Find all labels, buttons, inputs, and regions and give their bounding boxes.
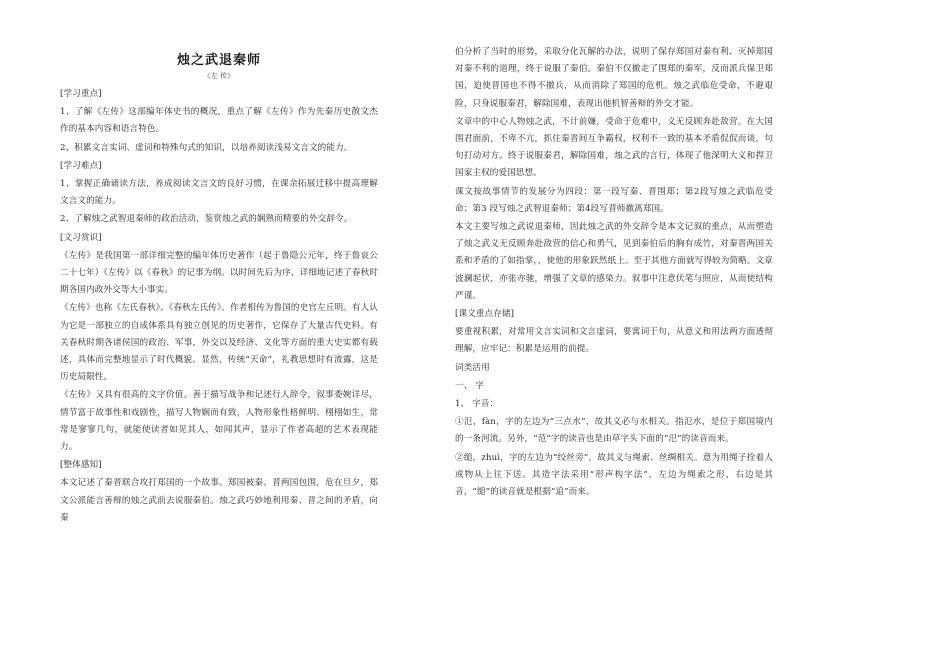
left-column-body	[60, 86, 378, 527]
section-heading: 一、 字	[455, 380, 484, 391]
paragraph: 文章中的中心人物烛之武，不计前嫌，受命于危难中，义无反顾奔赴敌营。在大国围君面前，不卑不亢，抓住秦晋间互争霸权，权利不一致的基本矛盾侃侃而谈，句句打动对方。终于说服秦君，解除国难，烛之武的言行，体现了他深明大义和捍卫国家主权的爱国思想。	[455, 116, 773, 179]
paragraph: 《左传》是我国第一部详细完整的编年体历史著作（起于鲁隐公元年，终于鲁哀公二十七年）《左传》以《春秋》的记事为纲。以时间先后为序，详细地记述了春秋时期各国内政外交等大小事实。	[60, 250, 378, 296]
section-heading: 1、 字音：	[455, 399, 499, 410]
paragraph: 2、了解烛之武智退秦师的政治活动，鉴赏烛之武的娴熟而精要的外交辞令。	[60, 214, 353, 225]
paragraph: 本文主要写烛之武说退秦师，因此烛之武的外交辞令是本文记叙的重点，从而塑造了烛之武义无反顾奔赴敌营的信心和勇气，见到秦伯后的胸有成竹，对秦晋两国关系和矛盾的了如指掌，，使他的形象跃然纸上。至于其他方面就写得较为简略。文章波澜起伏，亦张亦驰，增强了文章的感染力。叙事中注意伏笔与照应，从而使结构严谨。	[455, 222, 773, 301]
section-heading: [学习难点]	[60, 160, 102, 171]
paragraph: 1、掌握正确诵读方法，养成阅读文言文的良好习惯，在课余拓展迁移中提高理解文言文的能力。	[60, 179, 378, 207]
section-heading: [整体感知]	[60, 460, 102, 471]
document-subtitle: 《左 传》	[203, 72, 235, 80]
paragraph: 课文按故事情节的发展分为四段：第一段写秦、晋围郑；第2段写烛之武临危受命；第3 段写烛之武智退秦师；第4段写晋师撤离郑国。	[455, 186, 773, 214]
paragraph: ①氾，fàn，字的左边为“三点水”，故其义必与水相关。指氾水，是位于郑国境内的一条河流。另外，“范”字的读音也是由草字头下面的“氾”的读音而来。	[455, 417, 773, 445]
paragraph: 《左传》又具有很高的文字价值。善于描写战争和记述行人辞令，叙事委婉详尽，情节富于故事性和戏剧性，描写人物娴而有致，人物形象性格鲜明、栩栩如生，常常是寥寥几句，就能使读者如见其人，如闻其声，显示了作者高超的艺术表现能力。	[60, 390, 378, 453]
right-column-body	[455, 44, 773, 501]
paragraph: 1、了解《左传》这部编年体史书的概况，重点了解《左传》作为先秦历史散文杰作的基本内容和语言特色。	[60, 107, 378, 135]
document-title: 烛之武退秦师	[176, 53, 261, 68]
paragraph: 2、积累文言实词、虚词和特殊句式的知识，以培养阅读浅易文言文的能力。	[60, 142, 353, 153]
section-heading: [课文重点存储]	[455, 309, 515, 320]
section-heading: 词类活用	[455, 362, 490, 373]
section-heading: [学习重点]	[60, 89, 102, 99]
left-column	[60, 0, 378, 528]
paragraph: 要重视积累，对常用文言实词和文言虚词，要寓词于句，从意义和用法两方面透彻理解，应牢记：积累是运用的前提。	[455, 327, 773, 355]
right-column	[455, 44, 773, 502]
paragraph: 伯分析了当时的形势，采取分化瓦解的办法，说明了保存郑国对秦有利、灭掉郑国对秦不利的道理，终于说服了秦伯。秦伯不仅撤走了围郑的秦军，反而派兵保卫郑国，迫使晋国也不得不撤兵，从而消除了郑国的危机。烛之武临危受命，不避艰险，只身说服秦君，解除国难，表现出他机智善辩的外交才能。	[455, 47, 773, 109]
paragraph: 本文记述了秦晋联合攻打郑国的一个故事。郑国被秦、晋两国包围，危在旦夕，郑文公派能言善辩的烛之武前去说服秦伯。烛之武巧妙地利用秦、晋之间的矛盾，向秦	[60, 478, 378, 523]
section-heading: [文习赏识]	[60, 232, 102, 243]
paragraph: ②缒，zhuì，字的左边为“绞丝旁”，故其义与绳索、丝绸相关。意为用绳子拴着人或物从上往下送。其造字法采用“形声构字法”，左边为绳索之形，右边是其音，“缒”的读音就是根据“追”而来。	[455, 452, 773, 498]
paragraph: 《左传》也称《左氏春秋》、《春秋左氏传》。作者相传为鲁国的史官左丘明。有人认为它是一部独立的自成体系具有独立创见的历史著作，它保存了大量古代史料。有关春秋时期各诸侯国的政治、军事，外交以及经济、文化等方面的重大史实都有载述，具体而完整地显示了时代概貌。显然，传统“天命”，礼教思想时有流露，这是历史局限性。	[60, 303, 378, 383]
